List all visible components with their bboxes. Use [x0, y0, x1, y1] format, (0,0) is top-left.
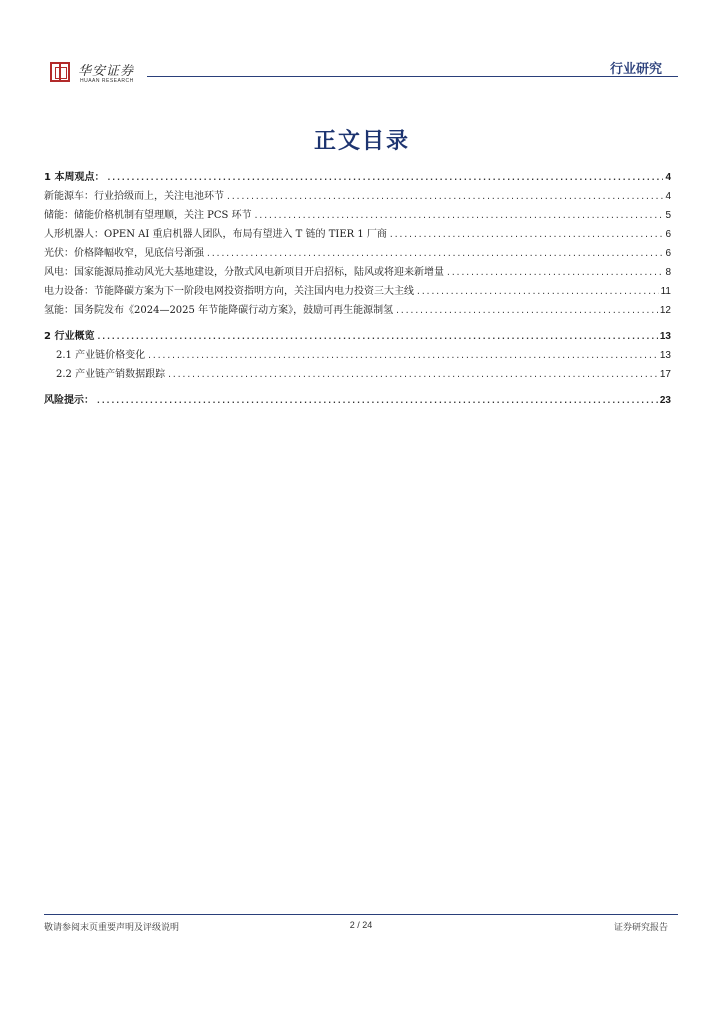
toc-entry-page: 13 [659, 331, 671, 342]
toc-entry-label: 氢能：国务院发布《2024—2025 年节能降碳行动方案》，鼓励可再生能源制氢 [44, 305, 394, 316]
toc-entry[interactable] [44, 301, 671, 320]
toc-entry-page: 4 [665, 191, 671, 202]
toc-entry[interactable] [44, 282, 671, 301]
toc-entry-label: 人形机器人：OPEN AI 重启机器人团队，布局有望进入 T 链的 TIER 1 厂商 [44, 229, 387, 240]
toc-leader-dots [147, 346, 658, 365]
toc-entry-page: 5 [665, 210, 671, 221]
toc-entry[interactable] [44, 346, 671, 365]
toc-entry-page: 11 [660, 286, 671, 297]
toc-entry-page: 13 [659, 350, 671, 361]
toc-entry[interactable] [44, 187, 671, 206]
toc-entry[interactable] [44, 206, 671, 225]
page-title: 正文目录 [313, 129, 410, 154]
toc-leader-dots [206, 244, 663, 263]
toc-entry-label: 电力设备：节能降碳方案为下一阶段电网投资指明方向，关注国内电力投资三大主线 [44, 286, 414, 297]
toc-entry-label: 2 行业概览 [44, 331, 95, 342]
toc-leader-dots [389, 225, 664, 244]
toc-entry[interactable] [44, 327, 671, 346]
report-type: 证券研究报告 [613, 923, 668, 933]
toc-entry[interactable] [44, 365, 671, 384]
toc-entry-label: 1 本周观点： [44, 172, 105, 183]
logo-text-en: HUAAN RESEARCH [80, 78, 134, 84]
toc-leader-dots [96, 327, 657, 346]
toc-leader-dots [254, 206, 664, 225]
footer-disclaimer: 敬请参阅末页重要声明及评级说明 [44, 923, 180, 933]
table-of-contents [44, 168, 671, 410]
toc-entry-page: 17 [659, 369, 671, 380]
toc-leader-dots [395, 301, 658, 320]
toc-entry[interactable] [44, 391, 671, 410]
toc-entry-label: 储能：储能价格机制有望理顺，关注 PCS 环节 [44, 210, 252, 221]
page-header [44, 56, 678, 92]
toc-leader-dots [446, 263, 663, 282]
header-divider [147, 76, 678, 77]
toc-entry-page: 23 [659, 395, 671, 406]
toc-entry-page: 6 [665, 248, 671, 259]
logo-text-cn: 华安证券 [78, 64, 135, 79]
toc-leader-dots [226, 187, 663, 206]
toc-entry-label: 2.1 产业链价格变化 [56, 350, 146, 361]
toc-entry-label: 光伏：价格降幅收窄，见底信号渐强 [44, 248, 204, 259]
toc-entry-label: 2.2 产业链产销数据跟踪 [56, 369, 166, 380]
page-indicator: 2 / 24 [349, 920, 373, 930]
toc-entry-page: 12 [659, 305, 671, 316]
toc-entry[interactable] [44, 263, 671, 282]
page-footer [44, 912, 678, 936]
toc-entry-label: 风险提示： [44, 395, 94, 406]
toc-entry[interactable] [44, 225, 671, 244]
toc-leader-dots [416, 282, 659, 301]
toc-entry-label: 风电：国家能源局推动风光大基地建设，分散式风电新项目开启招标，陆风或将迎来新增量 [44, 267, 444, 278]
huaan-logo-icon [50, 62, 70, 82]
toc-entry[interactable] [44, 168, 671, 187]
footer-divider [44, 914, 678, 915]
toc-entry-page: 8 [665, 267, 671, 278]
toc-entry-page: 4 [665, 172, 671, 183]
toc-entry-label: 新能源车：行业拾级而上，关注电池环节 [44, 191, 224, 202]
toc-leader-dots [167, 365, 658, 384]
toc-leader-dots [106, 168, 663, 187]
toc-entry[interactable] [44, 244, 671, 263]
toc-leader-dots [96, 391, 658, 410]
section-label: 行业研究 [609, 62, 662, 77]
toc-entry-page: 6 [665, 229, 671, 240]
